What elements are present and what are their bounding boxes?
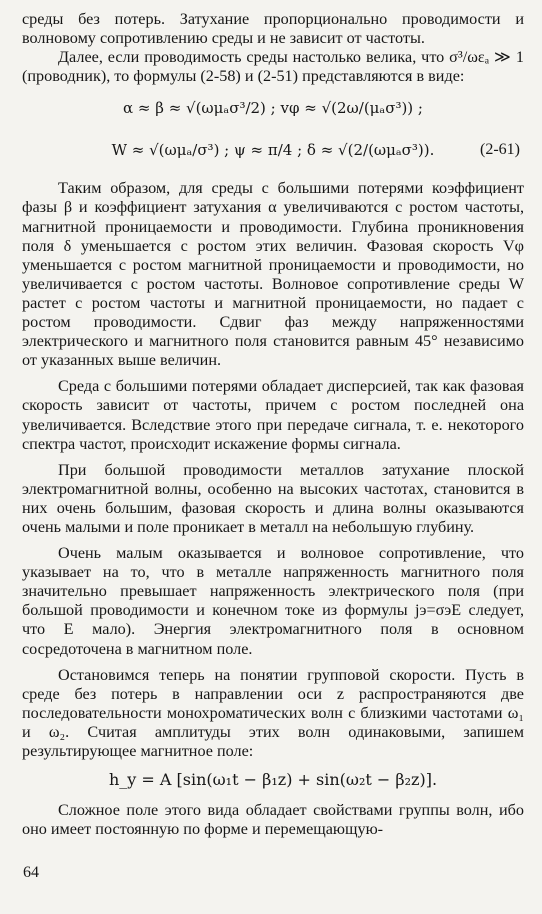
equation-resultant-field (22, 765, 524, 795)
equation-number: (2-61) (480, 141, 520, 159)
paragraph-7: Остановимся теперь на понятии групповой скорости. Пусть в среде без потерь в направлении оси z распространяются две последовательности монохроматических волн с близкими частотами ω₁ и ω₂. Считая амплитуды этих волн одинаковыми, запишем результирующее магнитное поле: (22, 665, 524, 760)
paragraph-8: Сложное поле этого вида обладает свойствами группы волн, ибо оно имеет постоянную по форме и перемещающую- (22, 801, 524, 839)
equation-2-text: W ≈ √(ωμₐ/σ³) ; ψ ≈ π/4 ; δ ≈ √(2/(ωμₐσ³)). (111, 141, 435, 160)
paragraph-3: Таким образом, для среды с большими потерями коэффициент фазы β и коэффициент затухания α увеличиваются с ростом частоты, магнитной проницаемости и проводимости. Глубина проникновения поля δ уменьшается с ростом этих величин. Фазовая скорость Vφ уменьшается с ростом магнитной проницаемости и проводимости, но увеличивается с ростом частоты. Волновое сопротивление среды W растет с ростом частоты и магнитной проницаемости, но падает с ростом проводимости. Сдвиг фаз между напряженностями электрического и магнитного поля становится равным 45° независимо от указанных выше величин. (22, 179, 524, 370)
paragraph-4: Среда с большими потерями обладает дисперсией, так как фазовая скорость зависит от частоты, причем с ростом последней она увеличивается. Вследствие этого при передаче сигнала, т. е. некоторого спектра частот, происходит искажение формы сигнала. (22, 377, 524, 453)
equation-alpha-beta-vphi (22, 88, 524, 128)
equation-2-61 (22, 128, 524, 172)
page-number: 64 (23, 864, 39, 881)
equation-1-text: α ≈ β ≈ √(ωμₐσ³/2) ; vφ ≈ √(2ω/(μₐσ³)) ; (123, 99, 423, 118)
paragraph-6: Очень малым оказывается и волновое сопротивление, что указывает на то, что в металле напряженность магнитного поля значительно превышает напряженность электрического поля (при большой проводимости и конечном токе из формулы jэ=σэE следует, что E мало). Энергия электромагнитного поля в основном сосредоточена в магнитном поле. (22, 544, 524, 658)
equation-3-text: h_y = A [sin(ω₁t − β₁z) + sin(ω₂t − β₂z)]. (108, 770, 438, 790)
paragraph-1: среды без потерь. Затухание пропорционально проводимости и волновому сопротивлению среды и не зависит от частоты. (22, 10, 524, 48)
paragraph-5: При большой проводимости металлов затухание плоской электромагнитной волны, особенно на высоких частотах, становится в них очень большим, фазовая скорость и длина волны оказываются очень малыми и поле проникает в металл на небольшую глубину. (22, 460, 524, 536)
paragraph-2: Далее, если проводимость среды настолько велика, что σ³/ωεₐ ≫ 1 (проводник), то формулы (2-58) и (2-51) представляются в виде: (22, 48, 524, 86)
